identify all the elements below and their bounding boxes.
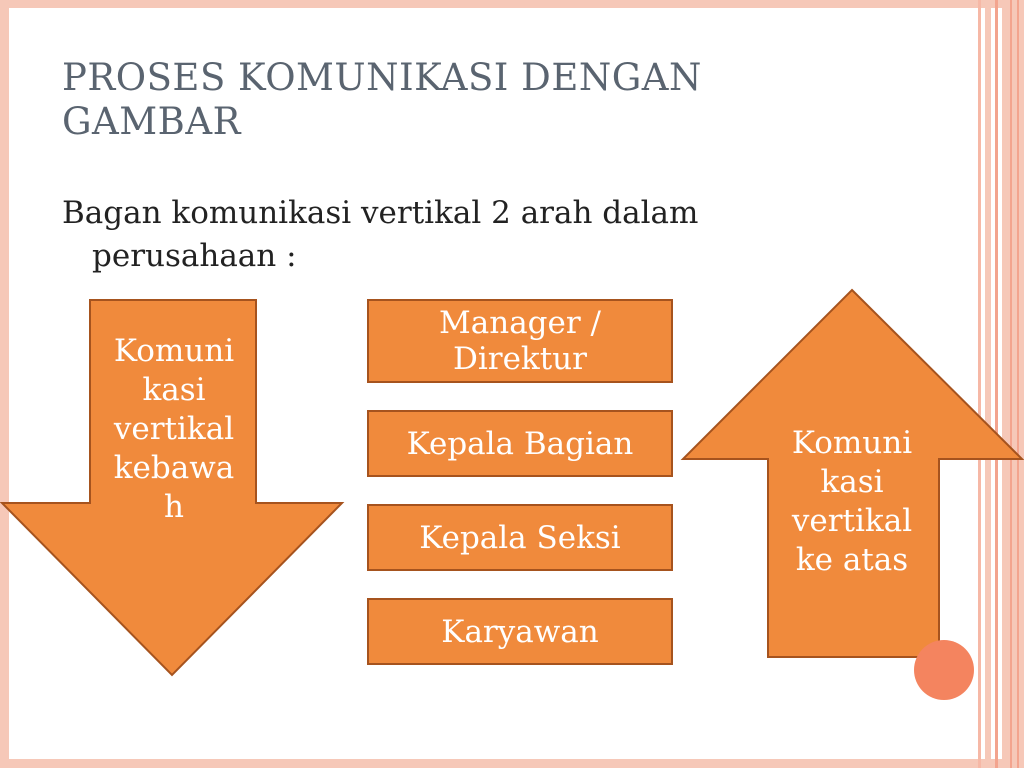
down-arrow-label	[90, 332, 258, 527]
box-kepala-bagian	[367, 410, 673, 477]
box-karyawan-label: Karyawan	[441, 613, 599, 650]
subtitle-line-1: Bagan komunikasi vertikal 2 arah dalam	[62, 195, 699, 231]
box-kepala-seksi	[367, 504, 673, 571]
subtitle-line-2: perusahaan :	[92, 238, 297, 274]
down-arrow-line: kebawa	[113, 450, 235, 486]
box-kepala-seksi-label: Kepala Seksi	[419, 519, 621, 556]
up-arrow-line: Komuni	[791, 425, 913, 461]
slide-title: PROSES KOMUNIKASI DENGAN GAMBAR	[62, 56, 702, 143]
up-arrow-label	[768, 424, 936, 580]
up-arrow-line: kasi	[820, 464, 884, 500]
decor-circle	[914, 640, 974, 700]
down-arrow-line: vertikal	[113, 411, 235, 447]
box-kepala-bagian-label: Kepala Bagian	[406, 425, 634, 462]
up-arrow-line: ke atas	[795, 542, 909, 578]
box-manager-line-1: Manager /	[439, 305, 601, 341]
up-arrow-line: vertikal	[791, 503, 913, 539]
box-karyawan	[367, 598, 673, 665]
box-manager-direktur	[367, 299, 673, 383]
box-manager-line-2: Direktur	[453, 341, 587, 377]
down-arrow-line: h	[164, 489, 184, 525]
down-arrow-line: kasi	[142, 372, 206, 408]
down-arrow-line: Komuni	[113, 333, 235, 369]
